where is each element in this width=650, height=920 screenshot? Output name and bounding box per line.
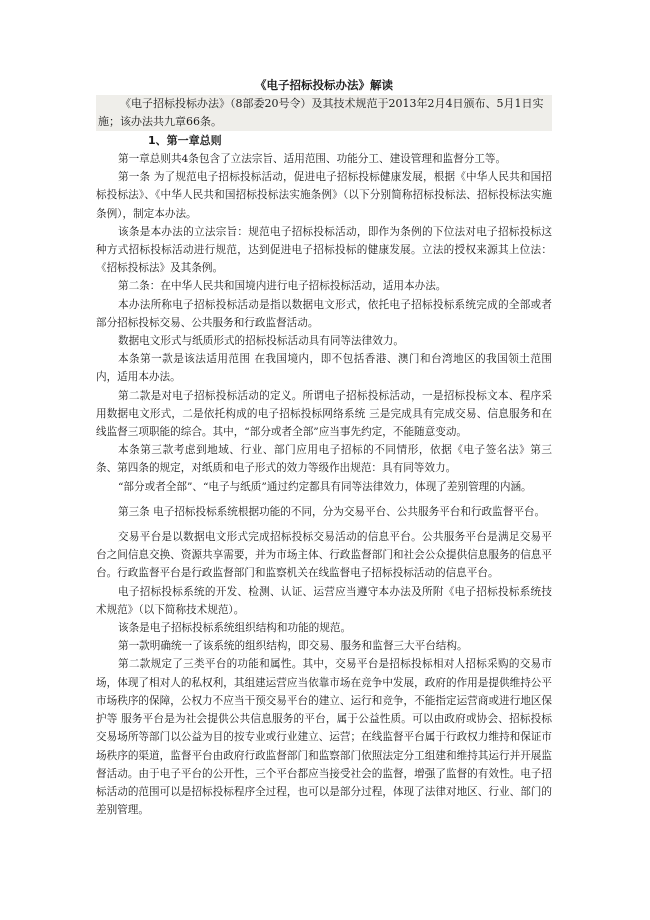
paragraph-chapter-summary: 第一章总则共4条包含了立法宗旨、适用范围、功能分工、建设管理和监督分工等。 [118, 153, 507, 165]
paragraph-article-1-commentary: 该条是本办法的立法宗旨：规范电子招标投标活动，即作为条例的下位法对电子招标投标这种方式招标投标活动进行规范，达到促进电子招标投标的健康发展。立法的授权来源其上位法：《招标投标法》及其条例。 [96, 225, 552, 275]
paragraph-article-3-clause-1: 第一款明确统一了该系统的组织结构，即交易、服务和监督三大平台结构。 [118, 640, 468, 653]
paragraph-article-3: 第三条 电子招标投标系统根据功能的不同，分为交易平台、公共服务平台和行政监督平台。 [118, 505, 546, 518]
paragraph-article-3-platforms: 交易平台是以数据电文形式完成招标投标交易活动的信息平台。公共服务平台是满足交易平台之间信息交换、资源共享需要，并为市场主体、行政监督部门和社会公众提供信息服务的信息平台。行政监督平台是行政监督部门和监察机关在线监督电子招标投标活动的信息平台。 [96, 531, 552, 580]
intro-paragraph: 《电子招标投标办法》（8部委20号令）及其技术规范于2013年2月4日颁布、5月1日实施；该办法共九章66条。 [96, 95, 552, 131]
paragraph-differential-management: “部分或者全部”、“电子与纸质”通过约定都具有同等法律效力，体现了差别管理的内涵。 [118, 480, 532, 493]
paragraph-article-2: 第二条：在中华人民共和国境内进行电子招标投标活动，适用本办法。 [118, 280, 447, 293]
paragraph-article-1: 第一条 为了规范电子招标投标活动，促进电子招标投标健康发展，根据《中华人民共和国招标投标法》、《中华人民共和国招标投标法实施条例》（以下分别简称招标投标法、招标投标法实施条例），制定本办法。 [96, 171, 552, 220]
paragraph-article-2-clause-2: 第二款是对电子招标投标活动的定义。所谓电子招标投标活动，一是招标投标文本、程序采用数据电文形式，二是依托构成的电子招标投标网络系统 三是完成具有完成交易、信息服务和在线监督三项职能的综合。其中，“部分或者全部”应当事先约定，不能随意变动。 [96, 389, 552, 439]
paragraph-article-2-scope: 本条第一款是该法适用范围 在我国境内，即不包括香港、澳门和台湾地区的我国领土范围内，适用本办法。 [96, 353, 552, 384]
paragraph-article-3-commentary: 该条是电子招标投标系统组织结构和功能的规范。 [118, 622, 352, 635]
paragraph-article-2-validity: 数据电文形式与纸质形式的招标投标活动具有同等法律效力。 [118, 335, 405, 348]
paragraph-article-3-clause-2: 第二款规定了三类平台的功能和属性。其中，交易平台是招标投标相对人招标采购的交易市场，体现了相对人的私权利，其组建运营应当依靠市场在竞争中发展，政府的作用是提供维持公平市场秩序的保障，公权力不应当干预交易平台的建立、运行和竞争，不能指定运营商或进行地区保护等 服务平台是为社会提供公共信息服务的平台，属于公益性质。可以由政府或协会、招标投标交易场所等部门以公益为目的按专业或行业建立、运营；在线监督平台属于行政权力维持和保证市场秩序的渠道，监督平台由政府行政监督部门和监察部门依照法定分工组建和维持其运行并开展监督活动。由于电子平台的公开性，三个平台都应当接受社会的监督，增强了监督的有效性。电子招标活动的范围可以是招标投标程序全过程，也可以是部分过程，体现了法律对地区、行业、部门的差别管理。 [96, 658, 552, 817]
document-body [96, 76, 552, 819]
paragraph-article-2-clause-3: 本条第三款考虑到地域、行业、部门应用电子招标的不同情形，依据《电子签名法》第三条、第四条的规定，对纸质和电子形式的效力等级作出规范：具有同等效力。 [96, 444, 552, 475]
document-title: 《电子招标投标办法》解读 [255, 78, 393, 92]
paragraph-article-3-technical-spec: 电子招标投标系统的开发、检测、认证、运营应当遵守本办法及所附《电子招标投标系统技术规范》（以下简称技术规范）。 [96, 585, 552, 616]
paragraph-article-2-definition: 本办法所称电子招标投标活动是指以数据电文形式，依托电子招标投标系统完成的全部或者部分招标投标交易、公共服务和行政监督活动。 [96, 298, 552, 329]
chapter-heading: 1、第一章总则 [148, 134, 222, 147]
